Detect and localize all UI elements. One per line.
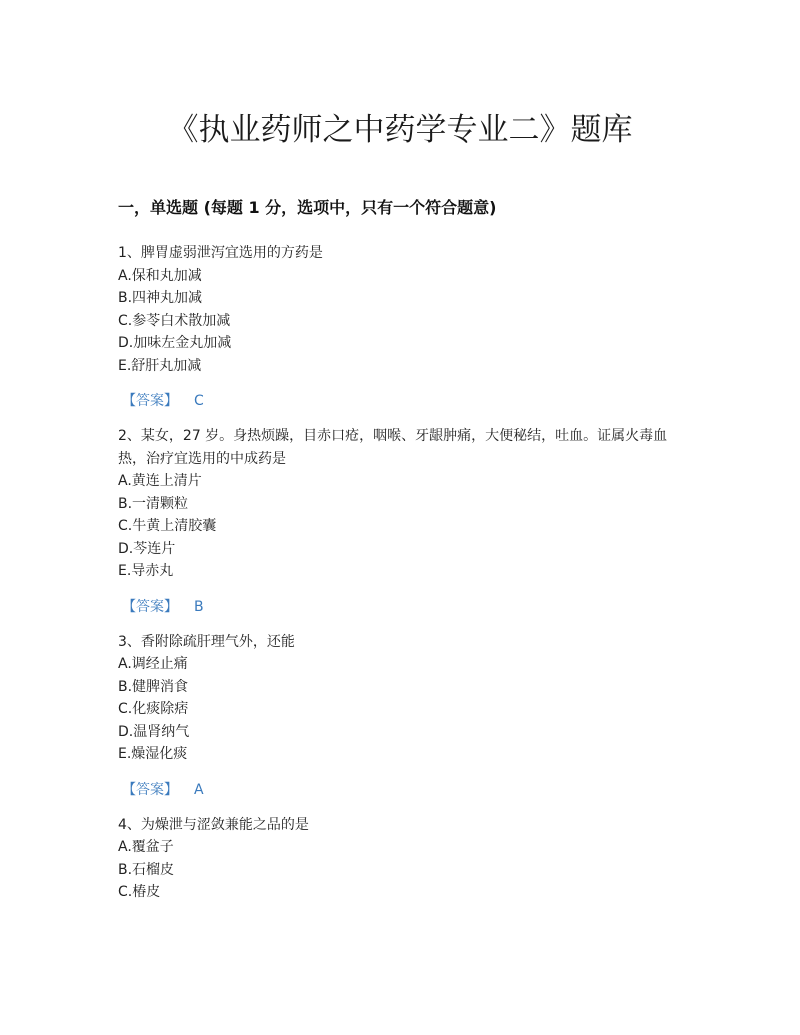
option-d: D.加味左金丸加减 bbox=[118, 335, 232, 351]
answer-line bbox=[122, 390, 688, 412]
option-d: D.温肾纳气 bbox=[118, 723, 190, 740]
question-3 bbox=[118, 631, 688, 801]
question-stem: 1、脾胃虚弱泄泻宜选用的方药是 bbox=[118, 245, 323, 261]
option-a: A.黄连上清片 bbox=[118, 473, 202, 489]
question-stem: 2、某女，27 岁。身热烦躁，目赤口疮，咽喉、牙龈肿痛，大便秘结，吐血。证属火毒血热，治疗宜选用的中成药是 bbox=[118, 428, 668, 467]
question-2 bbox=[118, 425, 688, 618]
option-a: A.保和丸加减 bbox=[118, 267, 202, 284]
option-e: E.舒肝丸加减 bbox=[118, 357, 202, 374]
option-b: B.一清颗粒 bbox=[118, 495, 189, 512]
option-d: D.芩连片 bbox=[118, 540, 176, 557]
answer-value: A bbox=[194, 781, 204, 798]
answer-value: C bbox=[194, 393, 204, 409]
question-list bbox=[118, 242, 688, 904]
answer-label: 【答案】 bbox=[122, 393, 178, 409]
answer-label: 【答案】 bbox=[122, 781, 178, 798]
document-title: 《执业药师之中药学专业二》题库 bbox=[167, 112, 633, 148]
question-stem: 4、为燥泄与涩敛兼能之品的是 bbox=[118, 816, 309, 833]
option-b: B.四神丸加减 bbox=[118, 290, 203, 306]
option-a: A.覆盆子 bbox=[118, 839, 174, 855]
option-b: B.石榴皮 bbox=[118, 861, 175, 878]
option-c: C.椿皮 bbox=[118, 884, 161, 900]
answer-line bbox=[122, 596, 688, 618]
option-b: B.健脾消食 bbox=[118, 678, 189, 695]
option-e: E.导赤丸 bbox=[118, 563, 174, 579]
question-4 bbox=[118, 814, 688, 904]
option-c: C.牛黄上清胶囊 bbox=[118, 518, 217, 534]
option-a: A.调经止痛 bbox=[118, 656, 188, 672]
answer-value: B bbox=[194, 598, 204, 615]
answer-label: 【答案】 bbox=[122, 598, 178, 615]
option-c: C.参苓白术散加减 bbox=[118, 312, 231, 329]
answer-line bbox=[122, 779, 688, 801]
question-1 bbox=[118, 242, 688, 412]
option-c: C.化痰除痞 bbox=[118, 701, 189, 717]
question-stem: 3、香附除疏肝理气外，还能 bbox=[118, 633, 295, 650]
section-heading: 一，单选题 (每题 1 分，选项中，只有一个符合题意) bbox=[118, 198, 497, 217]
option-e: E.燥湿化痰 bbox=[118, 746, 188, 762]
